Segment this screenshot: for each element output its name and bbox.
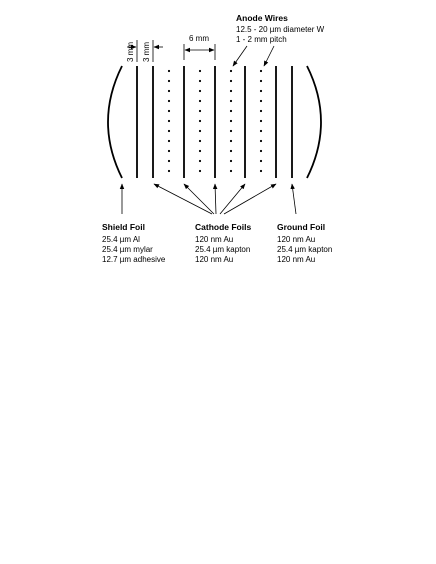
anode-wire-dot [168,110,170,112]
anode-wire-dot [260,120,262,122]
cathode-foils-line2: 25.4 µm kapton [195,245,251,254]
anode-wire-dot [260,80,262,82]
anode-wire-dot [230,130,232,132]
anode-wire-dot [168,130,170,132]
anode-wire-dot [230,70,232,72]
anode-wire-dot [260,100,262,102]
anode-wire-dot [260,130,262,132]
shield-foil-left-curve [108,66,122,178]
anode-wire-dot [260,160,262,162]
shield-foil-title: Shield Foil [102,222,145,232]
ground-foil-line3: 120 nm Au [277,255,316,264]
anode-wire-dot [230,80,232,82]
anode-wire-dot [168,140,170,142]
anode-wire-dot [230,160,232,162]
shield-foil-line3: 12.7 µm adhesive [102,255,166,264]
anode-wire-dot [260,70,262,72]
shield-foil-right-curve [307,66,321,178]
ground-foil-line2: 25.4 µm kapton [277,245,333,254]
dim-cell-label: 6 mm [189,34,209,43]
anode-wire-dot [199,170,201,172]
anode-wire-dot [199,80,201,82]
anode-wire-dot [168,90,170,92]
anode-wire-dot [230,140,232,142]
anode-wire-dot [199,70,201,72]
anode-wire-dot [199,160,201,162]
anode-wires-title: Anode Wires [236,13,288,23]
dim-gap1-label: 3 mm [126,42,135,62]
anode-wire-dot [199,110,201,112]
anode-wire-dot [260,140,262,142]
dim-gap2-label: 3 mm [142,42,151,62]
anode-wire-dot [199,100,201,102]
anode-wire-dot [260,170,262,172]
anode-wires-line2: 1 - 2 mm pitch [236,35,287,44]
anode-wire-dot [260,150,262,152]
cathode-arrow-2 [184,184,214,214]
foil-lines [137,66,292,178]
anode-wire-dot [230,150,232,152]
anode-wire-dot [199,140,201,142]
cathode-foils-line1: 120 nm Au [195,235,234,244]
anode-wire-dot [168,100,170,102]
anode-wire-dot [199,150,201,152]
ground-arrow [292,184,296,214]
anode-wire-dot [199,120,201,122]
cathode-foils-line3: 120 nm Au [195,255,234,264]
anode-arrow-1 [233,46,247,66]
shield-foil-line1: 25.4 µm Al [102,235,140,244]
ground-foil-title: Ground Foil [277,222,326,232]
cathode-foils-title: Cathode Foils [195,222,252,232]
anode-wire-dot [230,170,232,172]
cathode-arrow-5 [224,184,276,214]
anode-wire-dot [168,150,170,152]
anode-arrow-2 [264,46,274,66]
cathode-arrow-3 [215,184,216,214]
anode-wire-dot [168,170,170,172]
shield-foil-line2: 25.4 µm mylar [102,245,153,254]
anode-wire-dot [168,80,170,82]
anode-wire-dot [260,90,262,92]
ground-foil-line1: 120 nm Au [277,235,316,244]
anode-wire-dot [230,120,232,122]
anode-wire-dot [230,110,232,112]
anode-wire-dot [199,130,201,132]
anode-wire-dot [199,90,201,92]
anode-wires-line1: 12.5 - 20 µm diameter W [236,25,325,34]
anode-wire-dot [230,90,232,92]
anode-wire-dot [168,70,170,72]
anode-wire-dot [168,120,170,122]
anode-wire-dot [260,110,262,112]
anode-wire-dot [230,100,232,102]
cathode-arrow-1 [154,184,212,214]
anode-wire-dot [168,160,170,162]
